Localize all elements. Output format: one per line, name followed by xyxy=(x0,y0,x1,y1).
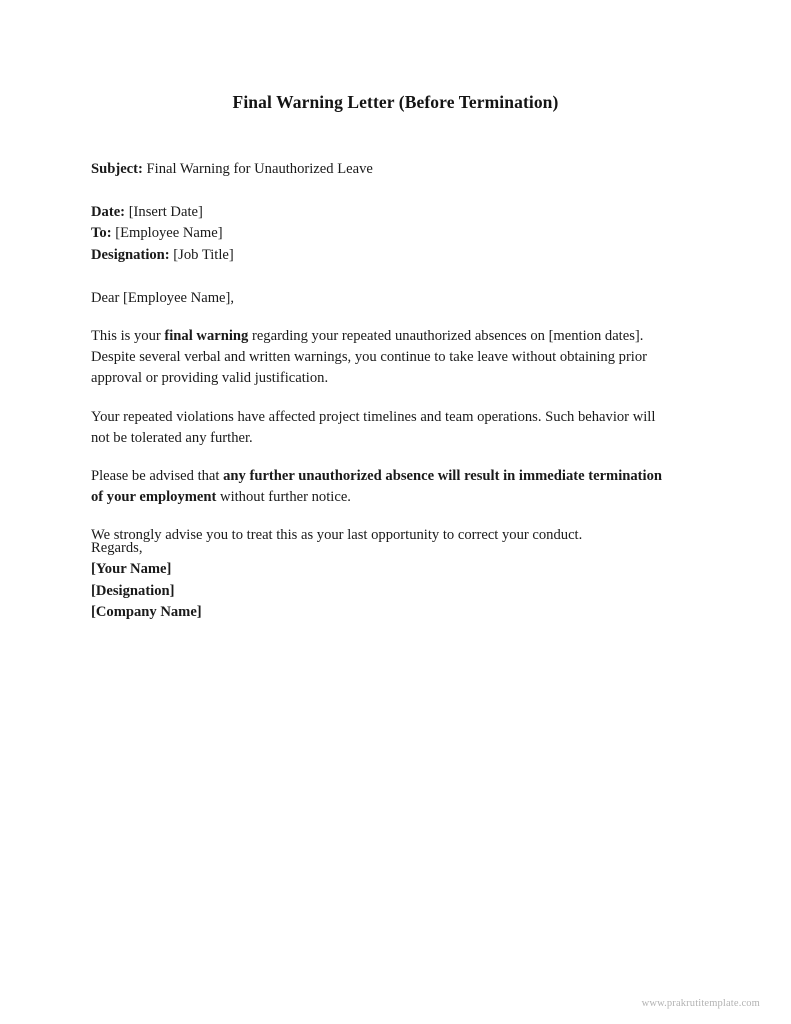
meta-line-designation xyxy=(91,245,677,267)
paragraph-3-pre: Please be advised that xyxy=(91,467,224,484)
signature-designation: [Designation] xyxy=(91,582,175,599)
subject-value: Final Warning for Unauthorized Leave xyxy=(142,161,373,177)
subject-line xyxy=(91,160,677,180)
body-paragraph-2: Your repeated violations have affected project timelines and team operations. Such behavior will not be tolerated any further. xyxy=(91,408,656,446)
designation-value: [Job Title] xyxy=(169,246,234,263)
body-paragraph-4: We strongly advise you to treat this as your last opportunity to correct your conduct. xyxy=(91,527,583,544)
signature-company: [Company Name] xyxy=(91,604,202,621)
paragraph-3-post: without further notice. xyxy=(216,489,351,506)
signature-name: [Your Name] xyxy=(91,561,172,578)
designation-label: Designation: xyxy=(91,246,170,263)
letter-body xyxy=(91,160,677,547)
salutation: Dear [Employee Name], xyxy=(91,290,235,307)
date-label: Date: xyxy=(91,203,126,220)
signature-closing: Regards, xyxy=(91,540,143,556)
to-label: To: xyxy=(91,225,112,242)
meta-line-to xyxy=(91,223,677,245)
paragraph-1-pre: This is your xyxy=(91,327,165,344)
signature-block xyxy=(91,538,491,624)
recipient-meta-block xyxy=(91,202,677,267)
to-value: [Employee Name] xyxy=(111,225,223,242)
meta-line-date xyxy=(91,202,677,224)
date-value: [Insert Date] xyxy=(125,203,203,220)
body-paragraph-3 xyxy=(91,466,677,508)
page-title: Final Warning Letter (Before Termination) xyxy=(232,92,559,112)
body-paragraph-1 xyxy=(91,326,677,390)
paragraph-1-post: regarding your repeated unauthorized absences on [mention dates]. Despite several verbal and written warnings, you continue to take leave without obtaining prior approval or providing valid justification. xyxy=(91,327,648,387)
paragraph-1-emphasis: final warning xyxy=(164,327,249,344)
subject-label: Subject: xyxy=(91,161,143,177)
paragraph-3-emphasis: any further unauthorized absence will result in immediate termination of your employment xyxy=(91,467,662,506)
footer-watermark-url: www.prakrutitemplate.com xyxy=(641,998,760,1009)
